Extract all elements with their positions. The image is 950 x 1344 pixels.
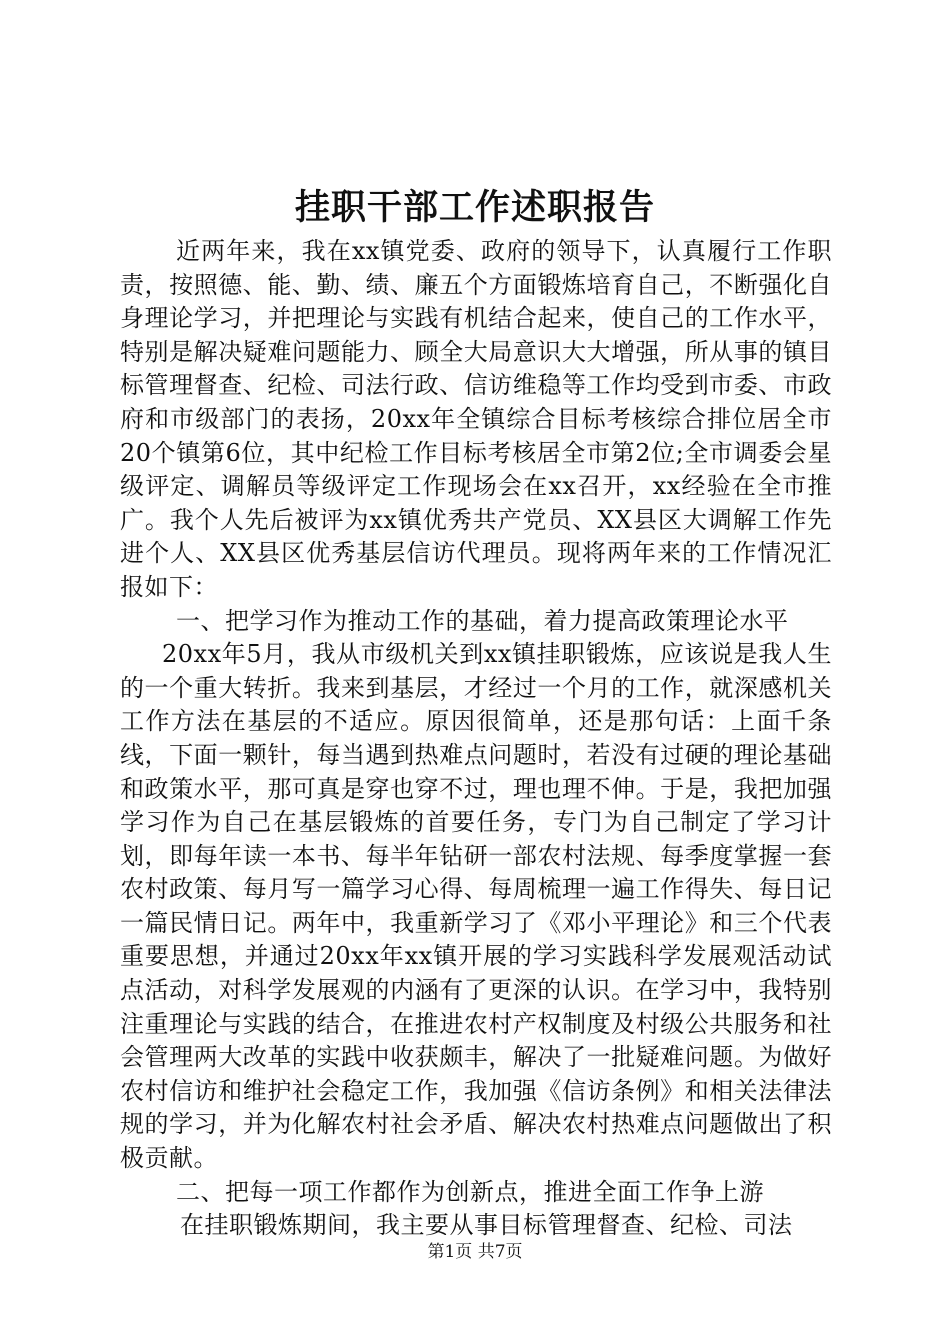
section-heading-1: 一、把学习作为推动工作的基础，着力提高政策理论水平 bbox=[176, 606, 789, 635]
section-heading-2: 二、把每一项工作都作为创新点，推进全面工作争上游 bbox=[176, 1177, 764, 1206]
paragraph-section-1: 20xx年5月，我从市级机关到xx镇挂职锻炼，应该说是我人生的一个重大转折。我来到基层，才经过一个月的工作，就深感机关工作方法在基层的不适应。原因很简单，还是那句话：上面千条线，下面一颗针，每当遇到热难点问题时，若没有过硬的理论基础和政策水平，那可真是穿也穿不过，理也理不伸。于是，我把加强学习作为自己在基层锻炼的首要任务，专门为自己制定了学习计划，即每年读一本书、每半年钻研一部农村法规、每季度掌握一套农村政策、每月写一篇学习心得、每周梳理一遍工作得失、每日记一篇民情日记。两年中，我重新学习了《邓小平理论》和三个代表重要思想，并通过20xx年xx镇开展的学习实践科学发展观活动试点活动，对科学发展观的内涵有了更深的认识。在学习中，我特别注重理论与实践的结合，在推进农村产权制度及村级公共服务和社会管理两大改革的实践中收获颇丰，解决了一批疑难问题。为做好农村信访和维护社会稳定工作，我加强《信访条例》和相关法律法规的学习，并为化解农村社会矛盾、解决农村热难点问题做出了积极贡献。 bbox=[120, 640, 832, 1173]
document-body bbox=[120, 235, 832, 1243]
paragraph-section-2: 在挂职锻炼期间，我主要从事目标管理督查、纪检、司法 bbox=[180, 1211, 793, 1240]
document-title: 挂职干部工作述职报告 bbox=[294, 188, 655, 228]
page-number: 第1页 共7页 bbox=[427, 1242, 523, 1262]
paragraph-intro: 近两年来，我在xx镇党委、政府的领导下，认真履行工作职责，按照德、能、勤、绩、廉五个方面锻炼培育自己，不断强化自身理论学习，并把理论与实践有机结合起来，使自己的工作水平，特别是解决疑难问题能力、顾全大局意识大大增强，所从事的镇目标管理督查、纪检、司法行政、信访维稳等工作均受到市委、市政府和市级部门的表扬，20xx年全镇综合目标考核综合排位居全市20个镇第6位，其中纪检工作目标考核居全市第2位;全市调委会星级评定、调解员等级评定工作现场会在xx召开，xx经验在全市推广。我个人先后被评为xx镇优秀共产党员、XX县区大调解工作先进个人、XX县区优秀基层信访代理员。现将两年来的工作情况汇报如下： bbox=[120, 237, 832, 601]
